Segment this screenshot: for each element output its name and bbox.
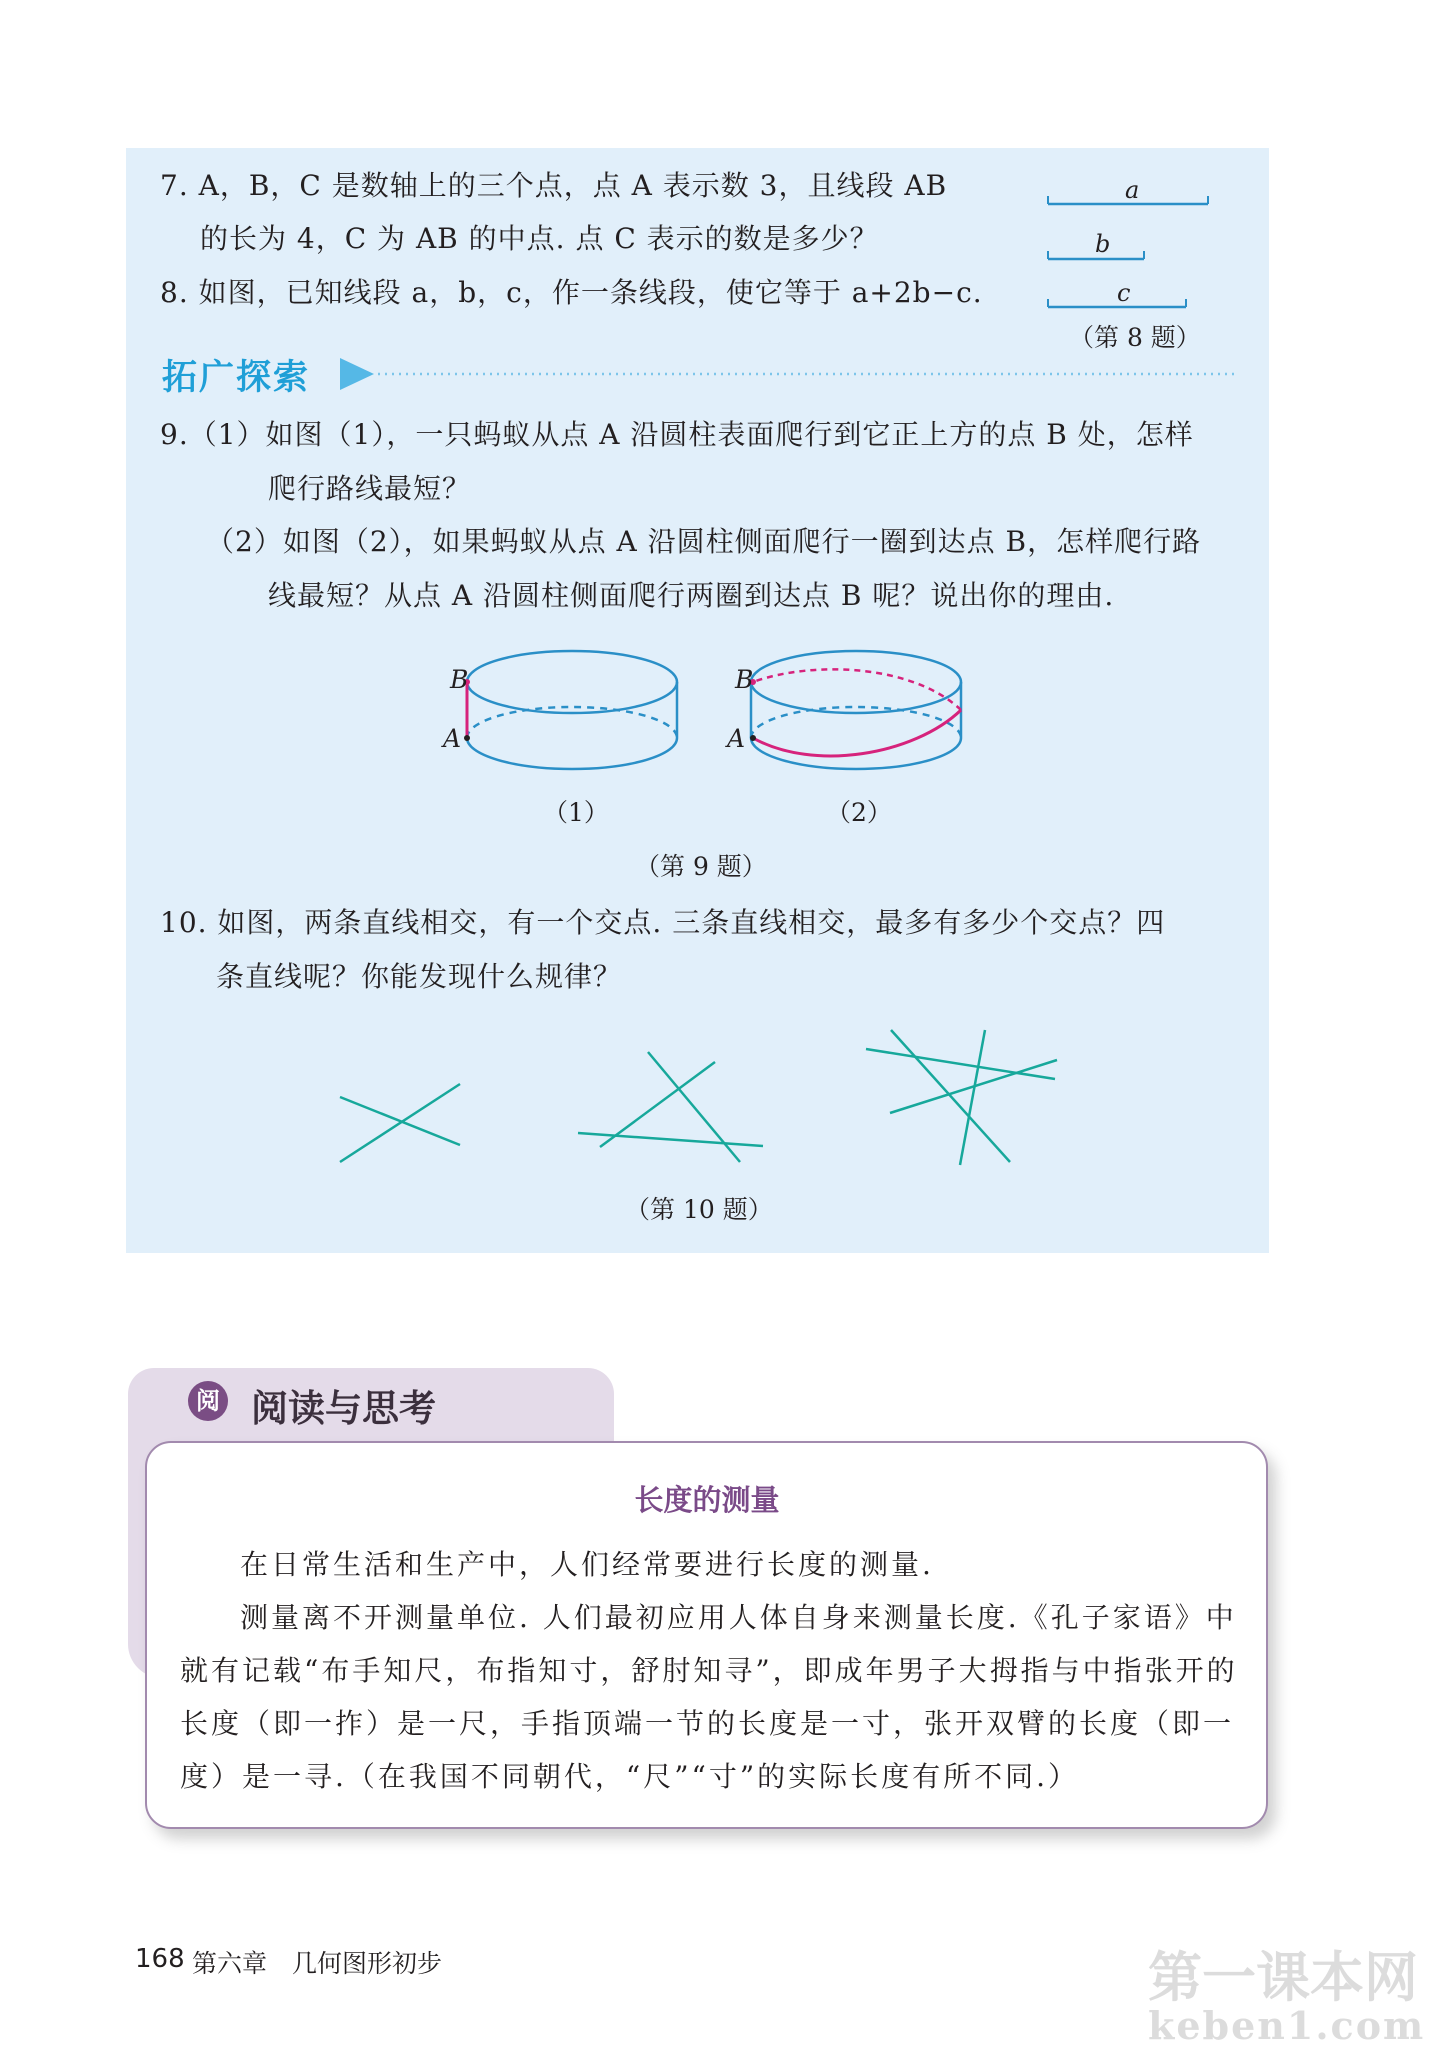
q8-caption: （第 8 题） bbox=[1069, 323, 1201, 352]
q9-part2-line1: （2）如图（2），如果蚂蚁从点 A 沿圆柱侧面爬行一圈到达点 B，怎样爬行路 bbox=[206, 525, 1202, 558]
four-lines-line-3 bbox=[891, 1030, 1010, 1162]
two-lines-line-1 bbox=[340, 1097, 460, 1145]
page-number: 168 bbox=[135, 1944, 185, 1974]
four-lines-group bbox=[866, 1030, 1057, 1165]
watermark-en: keben1.com bbox=[1148, 2003, 1426, 2048]
segment-c-label: c bbox=[1117, 279, 1131, 307]
q10-line2: 条直线呢？你能发现什么规律？ bbox=[216, 960, 623, 993]
q7-line2: 的长为 4，C 为 AB 的中点. 点 C 表示的数是多少？ bbox=[200, 222, 879, 255]
four-lines-line-4 bbox=[960, 1030, 985, 1165]
two-lines-group bbox=[340, 1084, 460, 1162]
reading-line-5: 度）是一寻.（在我国不同朝代，“尺”“寸”的实际长度有所不同.） bbox=[180, 1760, 1080, 1793]
fig2-label-b: B bbox=[735, 665, 754, 694]
section-title: 拓广探索 bbox=[162, 358, 311, 398]
cylinder2-top-ellipse bbox=[751, 651, 961, 713]
cylinder1-top-ellipse bbox=[467, 651, 677, 713]
reading-line-3: 就有记载“布手知尺，布指知寸，舒肘知寻”，即成年男子大拇指与中指张开的 bbox=[180, 1654, 1238, 1687]
q10-line1: 10. 如图，两条直线相交，有一个交点. 三条直线相交，最多有多少个交点？四 bbox=[160, 906, 1166, 939]
watermark-cn: 第一课本网 bbox=[1148, 1946, 1418, 2009]
cylinder-figure-2 bbox=[744, 640, 974, 790]
q10-caption: （第 10 题） bbox=[625, 1195, 773, 1224]
section-divider bbox=[338, 356, 1238, 392]
four-lines-line-1 bbox=[866, 1049, 1055, 1079]
cylinder1-point-a bbox=[464, 735, 470, 741]
reading-book-icon: 阅 bbox=[188, 1381, 228, 1421]
reading-line-2: 测量离不开测量单位. 人们最初应用人体自身来测量长度.《孔子家语》中 bbox=[240, 1601, 1237, 1634]
fig2-sublabel: （2） bbox=[826, 798, 892, 827]
reading-line-1: 在日常生活和生产中，人们经常要进行长度的测量. bbox=[240, 1548, 934, 1581]
segment-a-label: a bbox=[1125, 176, 1140, 204]
fig1-sublabel: （1） bbox=[543, 798, 609, 827]
cylinder2-ant-path-front bbox=[753, 710, 961, 756]
q9-part1-line2: 爬行路线最短？ bbox=[268, 472, 472, 505]
section-arrow-icon bbox=[340, 358, 374, 390]
three-lines-line-2 bbox=[600, 1062, 715, 1147]
reading-line-4: 长度（即一拃）是一尺，手指顶端一节的长度是一寸，张开双臂的长度（即一 bbox=[180, 1707, 1235, 1740]
reading-title: 长度的测量 bbox=[634, 1483, 780, 1517]
cylinder1-bottom-back bbox=[467, 707, 677, 738]
reading-section-label: 阅读与思考 bbox=[251, 1387, 436, 1430]
three-lines-line-3 bbox=[648, 1052, 740, 1162]
q9-part1-line1: 9.（1）如图（1），一只蚂蚁从点 A 沿圆柱表面爬行到它正上方的点 B 处，怎样 bbox=[160, 418, 1194, 451]
q9-caption: （第 9 题） bbox=[635, 852, 767, 881]
q8-text: 8. 如图，已知线段 a，b，c，作一条线段，使它等于 a+2b−c. bbox=[160, 276, 983, 309]
cylinder-figure-1 bbox=[460, 640, 690, 790]
fig2-label-a: A bbox=[727, 724, 746, 753]
q7-line1: 7. A，B，C 是数轴上的三个点，点 A 表示数 3，且线段 AB bbox=[160, 169, 948, 202]
fig1-label-a: A bbox=[443, 724, 462, 753]
q9-part2-line2: 线最短？从点 A 沿圆柱侧面爬行两圈到达点 B 呢？说出你的理由. bbox=[268, 579, 1115, 612]
two-lines-line-2 bbox=[340, 1084, 460, 1162]
chapter-title: 第六章 几何图形初步 bbox=[192, 1949, 443, 1978]
cylinder1-bottom-front bbox=[467, 738, 677, 769]
intersecting-lines-figure bbox=[330, 1020, 1090, 1180]
fig1-label-b: B bbox=[450, 665, 469, 694]
segment-b-label: b bbox=[1095, 230, 1111, 258]
three-lines-group bbox=[578, 1052, 763, 1162]
cylinder2-point-a bbox=[750, 735, 756, 741]
